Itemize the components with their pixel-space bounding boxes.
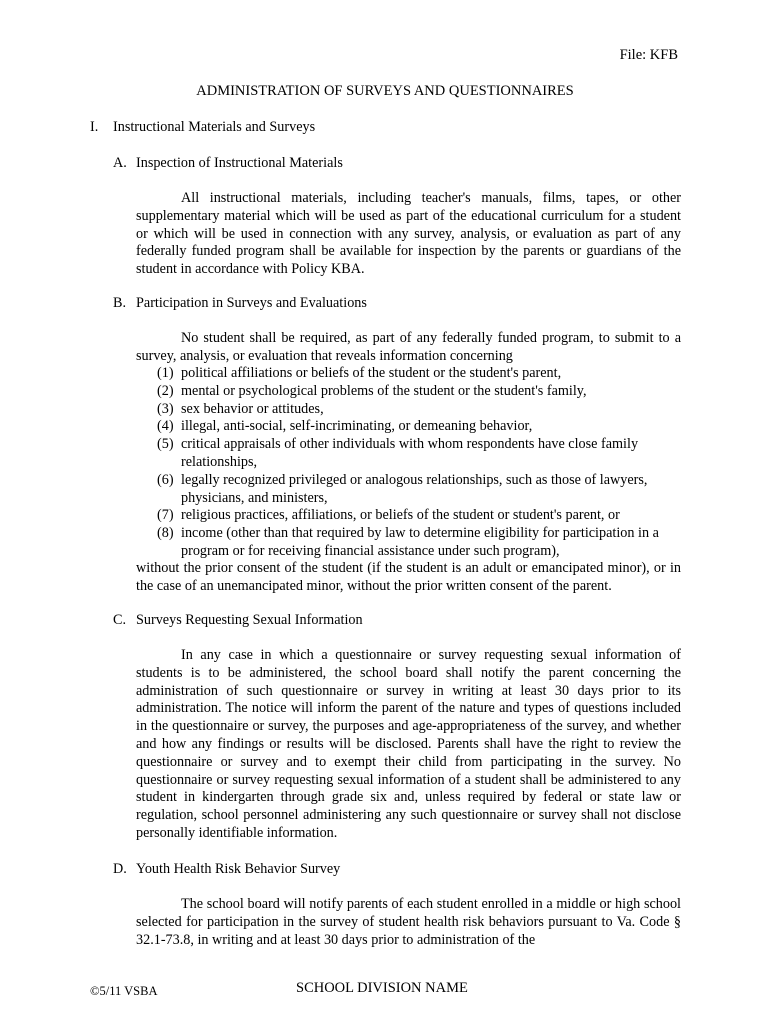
list-item — [136, 365, 681, 383]
list-item-text: illegal, anti-social, self-incriminating, or demeaning behavior, — [181, 418, 533, 435]
section-number: I. — [90, 119, 99, 135]
subsection-d-title: Youth Health Risk Behavior Survey — [136, 861, 341, 877]
subsection-c-paragraph — [136, 647, 681, 843]
subsection-c-body: In any case in which a questionnaire or survey requesting sexual information of students is to be administered, the school board shall notify the parent concerning the administration of such questionnaire or survey in writing at least 30 days prior to its administration. The notice will inform the parent of the nature and types of questions included in the questionnaire or survey, the purposes and age-appropriateness of the survey, and whether and how any findings or results will be disclosed. Parents shall have the right to review the questionnaire or survey and to exempt their child from participating in the survey. No questionnaire or survey requesting sexual information of a student shall be administered to any student in kindergarten through grade six and, unless required by federal or state law or regulation, school personnel administering any such questionnaire or survey shall not disclose personally identifiable information. — [136, 647, 681, 841]
list-item-text: income (other than that required by law to determine eligibility for participation in a program or for receiving financial assistance under such program), — [181, 525, 659, 559]
subsection-a-body: All instructional materials, including teacher's manuals, films, tapes, or other supplementary material which will be used as part of the educational curriculum for a student or which will be used in connection with any survey, analysis, or evaluation as part of any federally funded program shall be available for inspection by the parents or guardians of the student in accordance with Policy KBA. — [136, 190, 681, 278]
list-item-number: (2) — [157, 382, 174, 399]
subsection-b-intro-text: No student shall be required, as part of any federally funded program, to submit to a survey, analysis, or evaluation that reveals information concerning — [136, 330, 681, 364]
list-item — [136, 418, 681, 436]
list-item — [136, 525, 681, 561]
concerns-list — [136, 365, 681, 561]
subsection-b-intro — [136, 330, 681, 366]
list-item-number: (8) — [157, 525, 174, 542]
list-item — [136, 436, 681, 472]
list-item — [136, 383, 681, 401]
list-item — [136, 507, 681, 525]
subsection-d-letter: D. — [113, 861, 127, 877]
list-item-number: (4) — [157, 418, 174, 435]
page-title: ADMINISTRATION OF SURVEYS AND QUESTIONNAIRES — [196, 83, 574, 99]
subsection-a-paragraph — [136, 190, 681, 279]
list-item-number: (1) — [157, 365, 174, 381]
list-item-text: political affiliations or beliefs of the student or the student's parent, — [181, 365, 562, 381]
list-item-number: (6) — [157, 471, 174, 488]
subsection-b-letter: B. — [113, 295, 127, 311]
subsection-b-closing-text: without the prior consent of the student (if the student is an adult or emancipated minor), or in the case of an unemancipated minor, without the prior written consent of the parent. — [136, 560, 681, 594]
section-title: Instructional Materials and Surveys — [113, 119, 316, 135]
subsection-c-letter: C. — [113, 612, 127, 628]
subsection-a-title: Inspection of Instructional Materials — [136, 155, 343, 171]
subsection-d-paragraph — [136, 896, 681, 949]
file-label: File: KFB — [619, 47, 678, 63]
list-item-text: religious practices, affiliations, or beliefs of the student or student's parent, or — [181, 507, 620, 524]
footer-division-name: SCHOOL DIVISION NAME — [296, 980, 468, 996]
subsection-a-letter: A. — [113, 155, 127, 171]
footer-copyright: ©5/11 VSBA — [90, 984, 158, 998]
list-item-text: critical appraisals of other individuals with whom respondents have close family relationships, — [181, 436, 639, 470]
subsection-b-title: Participation in Surveys and Evaluations — [136, 295, 367, 311]
list-item-number: (3) — [157, 400, 174, 417]
list-item-number: (5) — [157, 436, 174, 453]
list-item-text: sex behavior or attitudes, — [181, 400, 324, 417]
subsection-d-body: The school board will notify parents of each student enrolled in a middle or high school selected for participation in the survey of student health risk behaviors pursuant to Va. Code § 32.1-73.8, in writing and at least 30 days prior to administration of the — [136, 896, 681, 948]
list-item-text: mental or psychological problems of the student or the student's family, — [181, 382, 587, 399]
list-item-text: legally recognized privileged or analogous relationships, such as those of lawyers, physicians, and ministers, — [181, 471, 648, 506]
subsection-c-title: Surveys Requesting Sexual Information — [136, 612, 363, 628]
list-item — [136, 472, 681, 508]
subsection-b-closing — [136, 560, 681, 596]
list-item — [136, 401, 681, 419]
list-item-number: (7) — [157, 507, 174, 524]
